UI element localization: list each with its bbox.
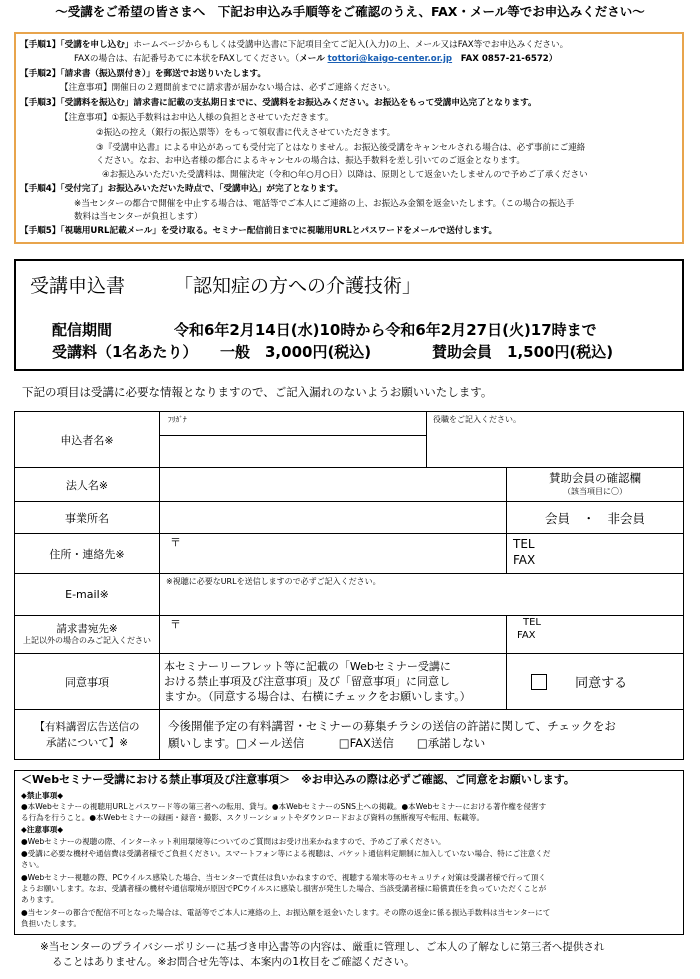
consent-text: 本セミナーリーフレット等に記載の「Webセミナー受講に おける禁止事項及び注意事項」及び「留意事項」に同意し ますか。（同意する場合は、右横にチェックをお願いします。） xyxy=(160,654,507,710)
rules-p9: ●当センターの都合で配信不可となった場合は、電話等でご本人に連絡の上、お振込額を返金いたします。その際の返金に係る振込手数料は当センターにて xyxy=(21,908,551,917)
fee-general: 一般 3,000円(税込) xyxy=(220,343,372,361)
step-3-note-4: ④お振込みいただいた受講料は、開催決定（令和○年○月○日）以降は、原則として返金いたしませんので予めご了承ください xyxy=(102,170,588,180)
page-header: ～受講をご希望の皆さまへ 下記お申込み手順等をご確認のうえ、FAX・メール等でお申込みください～ xyxy=(55,4,645,19)
position-field[interactable]: 役職をご記入ください。 xyxy=(427,412,684,468)
member-check-header: 賛助会員の確認欄 （該当項目に〇） xyxy=(507,468,684,502)
consent-checkbox[interactable] xyxy=(531,674,547,690)
step-2: 【手順2】「請求書（振込票付き）」を郵送でお送りいたします。 xyxy=(20,69,266,79)
office-field[interactable] xyxy=(160,502,507,534)
address-label: 住所・連絡先※ xyxy=(15,534,160,574)
rules-p2: る行為を行うこと。●本Webセミナーの録画・録音・撮影、スクリーンショットやダウンロードおよび資料の無断複写や転用、転載等。 xyxy=(21,813,485,822)
office-label: 事業所名 xyxy=(15,502,160,534)
rules-p1: ●本Webセミナーの視聴用URLとパスワード等の第三者への転用、貸与。●本WebセミナーのSNS上への掲載。●本Webセミナーにおける著作権を侵害す xyxy=(21,802,547,811)
step-4-note-b: 数料は当センターが負担します） xyxy=(74,212,203,222)
applicant-label: 申込者名※ xyxy=(15,412,160,468)
invoice-label: 請求書宛先※ 上記以外の場合のみご記入ください xyxy=(15,616,160,654)
rules-p5: さい。 xyxy=(21,860,44,869)
fee-member: 賛助会員 1,500円(税込) xyxy=(432,343,614,361)
email-field[interactable]: ※視聴に必要なURLを送信しますので必ずご記入ください。 xyxy=(160,574,684,616)
rules-p10: 負担いたします。 xyxy=(21,919,82,928)
rules-prohibited-heading: ◆禁止事項◆ xyxy=(21,791,64,800)
step-4-note: ※当センターの都合で開催を中止する場合は、電話等でご本人にご連絡の上、お振込み金額を返金いたします。（この場合の振込手 xyxy=(74,199,575,209)
privacy-footer: ※当センターのプライバシーポリシーに基づき申込書等の内容は、厳重に管理し、ご本人の了解なしに第三者へ提供され ることはありません。※お問合せ先等は、本案内の1枚目をご確認ください。 xyxy=(40,941,605,968)
step-3-note-3: ③『受講申込書』による申込があっても受付完了とはなりません。お振込後受講をキャンセルされる場合は、必ず事前にご連絡 xyxy=(96,143,586,153)
ad-consent-options[interactable]: 今後開催予定の有料講習・セミナーの募集チラシの送信の許諾に関して、チェックをお 願いします。□メール送信 □FAX送信 □承諾しない xyxy=(160,710,684,760)
invoice-field[interactable]: 〒 xyxy=(160,616,507,654)
consent-label: 同意事項 xyxy=(15,654,160,710)
course-name: 「認知症の方への介護技術」 xyxy=(174,275,422,297)
applicant-name-field[interactable] xyxy=(160,436,427,468)
form-title: 受講申込書 xyxy=(30,275,126,297)
agree-label: 同意する xyxy=(575,676,628,691)
period-label: 配信期間 xyxy=(52,321,113,339)
period-value: 令和6年2月14日(水)10時から令和6年2月27日(火)17時まで xyxy=(174,321,597,339)
consent-check[interactable] xyxy=(507,654,684,710)
step-2-note: 【注意事項】開催日の２週間前までに請求書が届かない場合は、必ずご連絡ください。 xyxy=(60,83,396,93)
step-3-note-1: 【注意事項】①振込手数料はお申込人様の負担とさせていただきます。 xyxy=(60,113,334,123)
application-form xyxy=(14,411,684,760)
step-1-fax: FAXの場合は、右記番号あてに本状をFAXしてください。（メール tottori@kaigo-center.or.jp FAX 0857-21-6572） xyxy=(74,54,558,64)
email-label: E-mail※ xyxy=(15,574,160,616)
step-5: 【手順5】「視聴用URL記載メール」を受け取る。セミナー配信前日までに視聴用URLとパスワードをメールで送付します。 xyxy=(20,226,498,236)
step-3-note-3b: ください。なお、お申込者様の都合によるキャンセルの場合は、振込手数料を差し引いてのご返金となります。 xyxy=(96,156,526,166)
step-3: 【手順3】「受講料を振込む」請求書に記載の支払期日までに、受講料をお振込みください。お振込をもって受講申込完了となります。 xyxy=(20,98,537,108)
rules-box xyxy=(14,770,684,935)
course-title-box xyxy=(14,259,684,371)
rules-p4: ●受講に必要な機材や通信費は受講者様でご負担ください。スマートフォン等による視聴は、パケット通信料定額制に加入していない場合、特にご注意くだ xyxy=(21,849,551,858)
application-steps xyxy=(14,32,684,244)
corp-field[interactable] xyxy=(160,468,507,502)
address-field[interactable]: 〒 xyxy=(160,534,507,574)
rules-caution-heading: ◆注意事項◆ xyxy=(21,825,64,834)
invoice-tel-fax[interactable]: TEL FAX xyxy=(507,616,684,654)
tel-fax-field[interactable]: TEL FAX xyxy=(507,534,684,574)
rules-p6: ●Webセミナー視聴の際、PCウイルス感染した場合、当センターで責任は負いかねますので、視聴する端末等のセキュリティ対策は受講者様で行って頂く xyxy=(21,873,546,882)
step-1: 【手順1】「受講を申し込む」ホームページからもしくは受講申込書に下記項目全てご記入(入力)の上、メール又はFAX等でお申込みください。 xyxy=(20,40,569,50)
fee-label: 受講料（1名あたり） xyxy=(52,343,198,361)
form-intro: 下記の項目は受講に必要な情報となりますので、ご記入漏れのないようお願いいたします。 xyxy=(22,385,493,399)
rules-title: ＜Webセミナー受講における禁止事項及び注意事項＞ ※お申込みの際は必ずご確認、ご同意をお願いします。 xyxy=(21,773,575,786)
member-options[interactable]: 会員 ・ 非会員 xyxy=(507,502,684,534)
rules-p7: ようお願いします。なお、受講者様の機材や通信環境が原因でPCウイルスに感染し損害が発生した場合、当該受講者様に賠償責任を負っていただくことが xyxy=(21,884,547,893)
rules-p8: あります。 xyxy=(21,895,59,904)
corp-label: 法人名※ xyxy=(15,468,160,502)
step-3-note-2: ②振込の控え（銀行の振込票等）をもって領収書に代えさせていただきます。 xyxy=(96,128,396,138)
ad-consent-label: 【有料講習広告送信の 承諾について】※ xyxy=(15,710,160,760)
furigana-field[interactable]: ﾌﾘｶﾞﾅ xyxy=(160,412,427,436)
step-4: 【手順4】「受付完了」お振込みいただいた時点で、「受講申込」が完了となります。 xyxy=(20,184,344,194)
email-link[interactable]: tottori@kaigo-center.or.jp xyxy=(327,54,453,64)
rules-p3: ●Webセミナーの視聴の際、インターネット利用環境等についてのご質問はお受け出来かねますので、予めご了承ください。 xyxy=(21,837,446,846)
